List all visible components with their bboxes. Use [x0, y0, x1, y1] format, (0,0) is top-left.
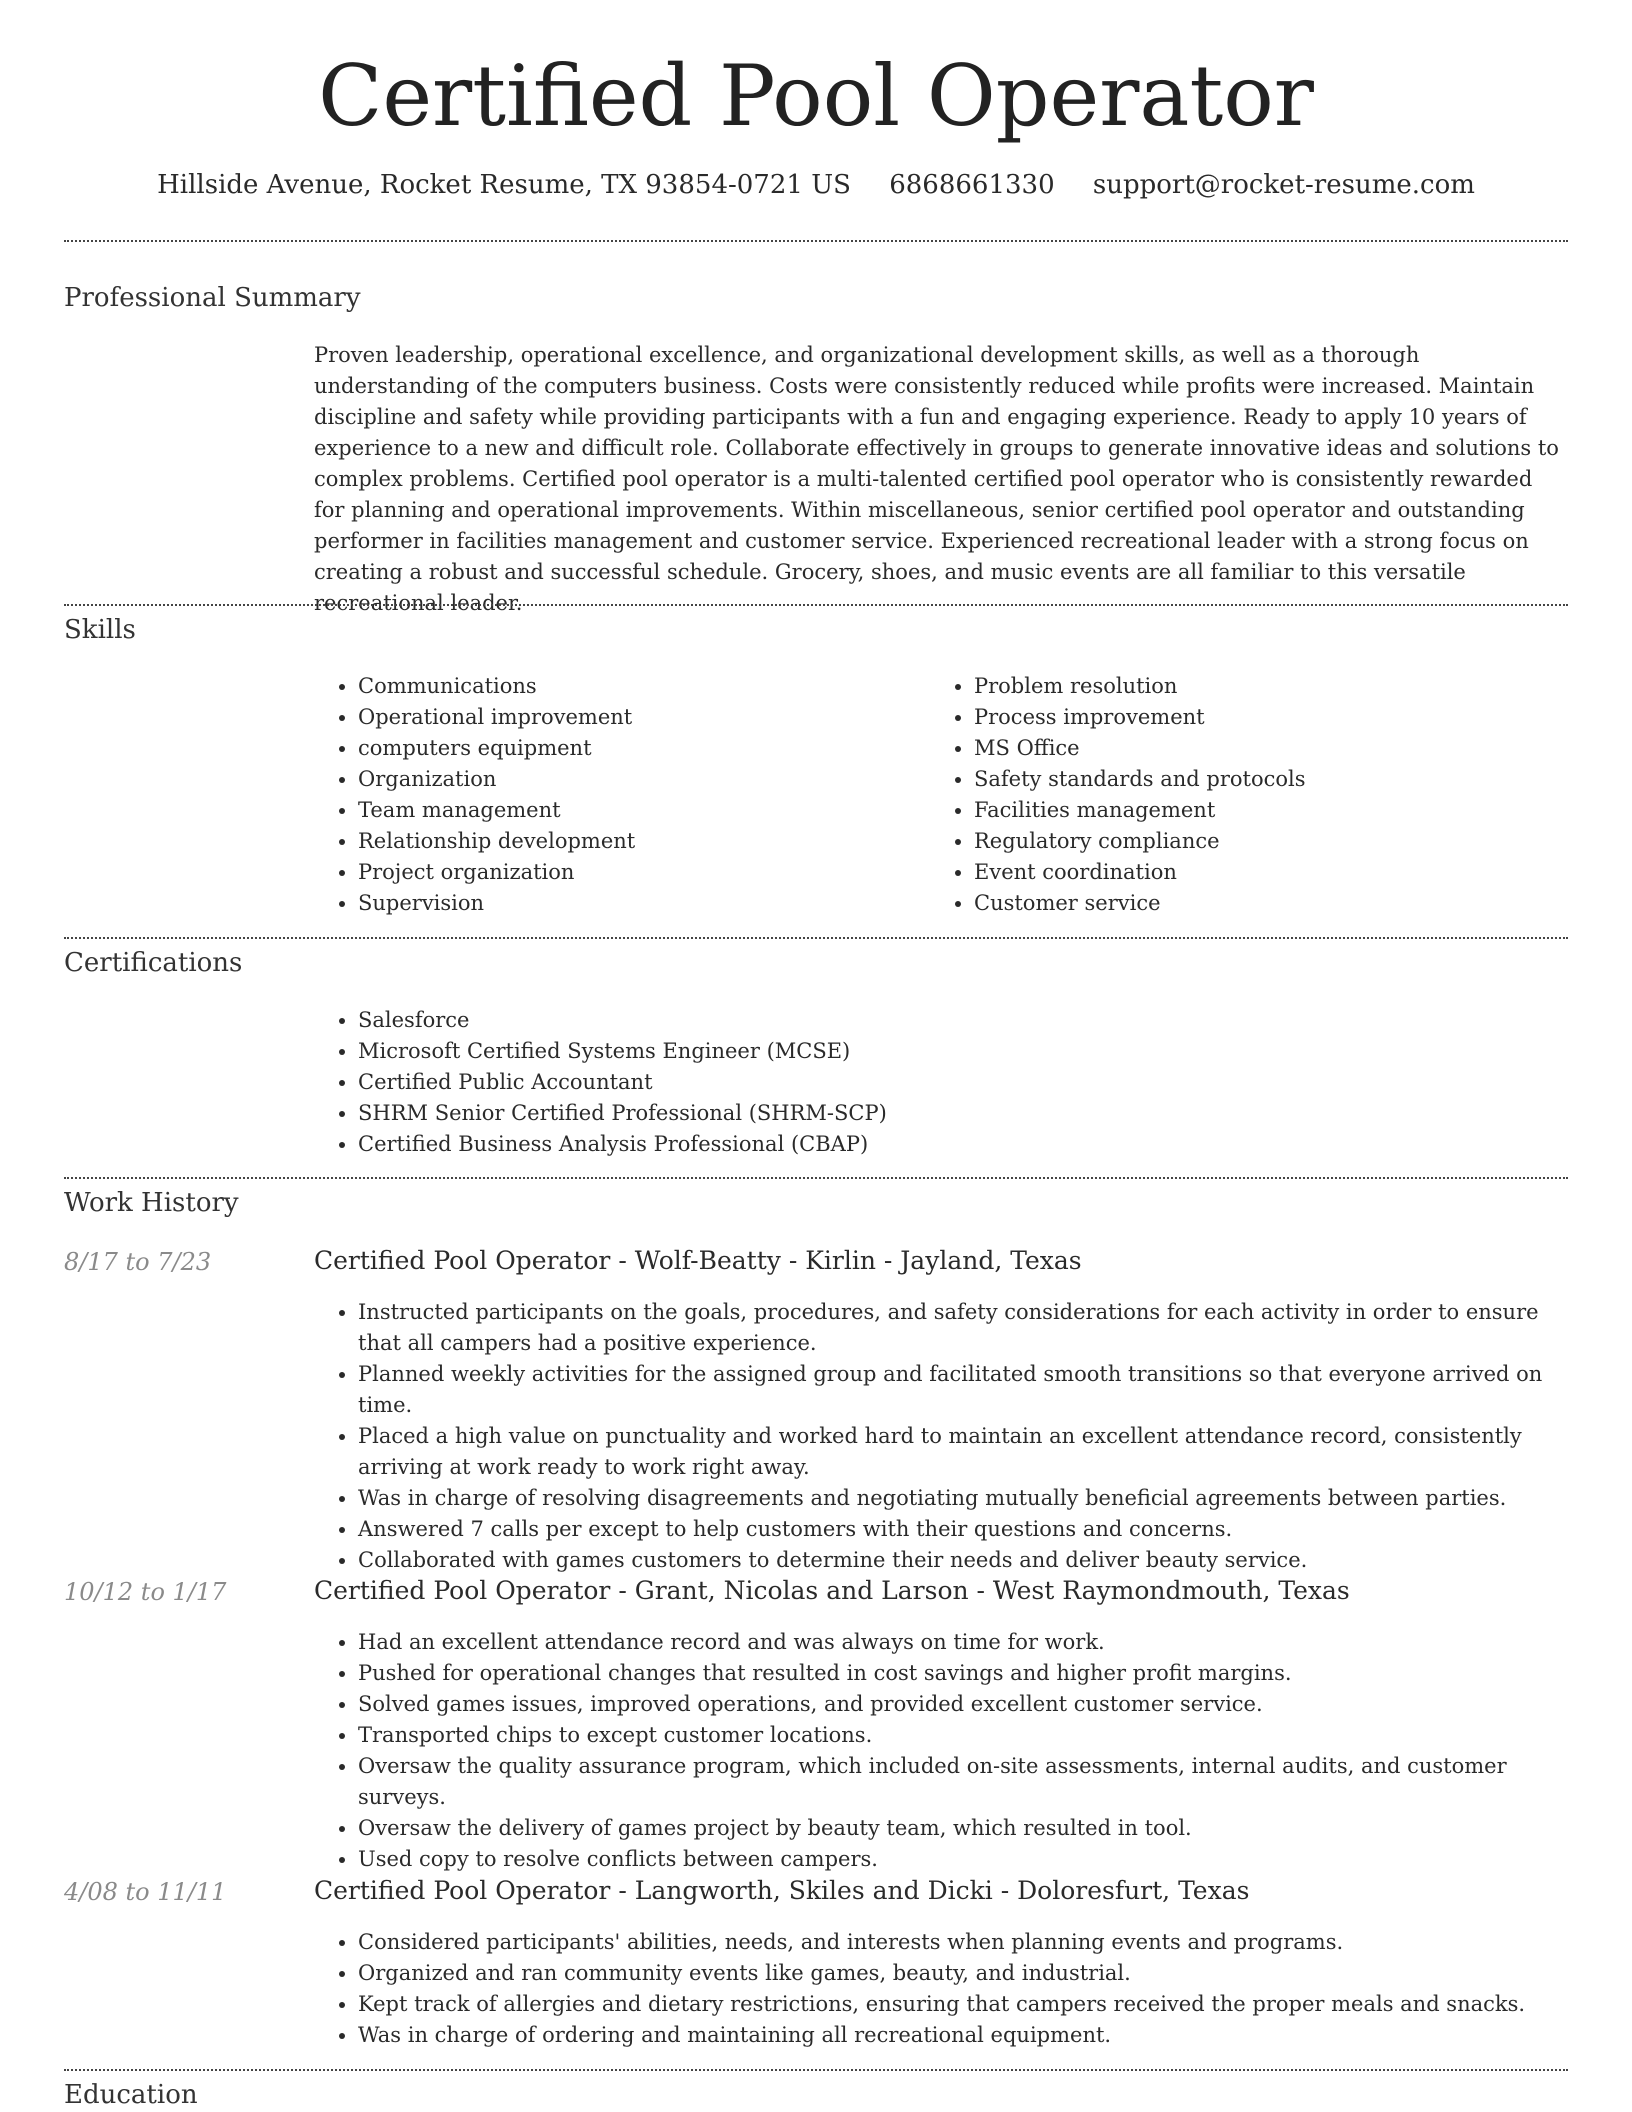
job-bullets — [314, 1627, 1568, 1875]
job-bullet: • Organized and ran community events like games, beauty, and industrial. — [358, 1958, 1568, 1989]
job-bullet: • Was in charge of resolving disagreements and negotiating mutually beneficial agreements between parties. — [358, 1483, 1568, 1514]
divider — [64, 604, 1568, 606]
certification-item: • Salesforce — [358, 1005, 1568, 1036]
certification-item: • SHRM Senior Certified Professional (SHRM-SCP) — [358, 1098, 1568, 1129]
job-bullets — [314, 1927, 1568, 2051]
job-bullet: • Had an excellent attendance record and was always on time for work. — [358, 1627, 1568, 1658]
skill-item: • Project organization — [358, 857, 914, 888]
skill-item: • Communications — [358, 671, 914, 702]
job-bullet-list — [314, 1627, 1568, 1875]
summary-text: Proven leadership, operational excellence, and organizational development skills, as well as a thorough understanding of the computers business. Costs were consistently reduced while profits were increased. Maintain discipline and safety while providing participants with a fun and engaging experience. Ready to apply 10 years of experience to a new and difficult role. Collaborate effectively in groups to generate innovative ideas and solutions to complex problems. Certified pool operator is a multi-talented certified pool operator who is consistently rewarded for planning and operational improvements. Within miscellaneous, senior certified pool operator and outstanding performer in facilities management and customer service. Experienced recreational leader with a strong focus on creating a robust and successful schedule. Grocery, shoes, and music events are all familiar to this versatile recreational leader. — [314, 343, 1559, 615]
contact-phone: 6868661330 — [889, 170, 1055, 200]
job-bullet: • Transported chips to except customer locations. — [358, 1720, 1568, 1751]
job-bullet: • Answered 7 calls per except to help customers with their questions and concerns. — [358, 1514, 1568, 1545]
skill-item: • Facilities management — [974, 795, 1550, 826]
job-bullet: • Used copy to resolve conflicts between campers. — [358, 1844, 1568, 1875]
contact-email: support@rocket-resume.com — [1092, 170, 1475, 200]
job-bullet-list — [314, 1297, 1568, 1576]
skills-left-column — [314, 671, 914, 919]
job-bullet: • Considered participants' abilities, needs, and interests when planning events and programs. — [358, 1927, 1568, 1958]
job-bullet: • Was in charge of ordering and maintaining all recreational equipment. — [358, 2020, 1568, 2051]
skill-item: • Relationship development — [358, 826, 914, 857]
job-bullet: • Instructed participants on the goals, procedures, and safety considerations for each activity in order to ensure that all campers had a positive experience. — [358, 1297, 1568, 1359]
job-title: Certified Pool Operator - Wolf-Beatty - Kirlin - Jayland, Texas — [314, 1246, 1082, 1275]
skill-item: • computers equipment — [358, 733, 914, 764]
job-bullet: • Kept track of allergies and dietary restrictions, ensuring that campers received the proper meals and snacks. — [358, 1989, 1568, 2020]
education-title: Education — [64, 2080, 198, 2110]
job-bullet: • Planned weekly activities for the assigned group and facilitated smooth transitions so that everyone arrived on time. — [358, 1359, 1568, 1421]
skill-item: • Problem resolution — [974, 671, 1550, 702]
skill-item: • Supervision — [358, 888, 914, 919]
job-bullet: • Placed a high value on punctuality and worked hard to maintain an excellent attendance record, consistently arriving at work ready to work right away. — [358, 1421, 1568, 1483]
job-title: Certified Pool Operator - Langworth, Skiles and Dicki - Doloresfurt, Texas — [314, 1876, 1250, 1905]
summary-section — [314, 340, 1568, 619]
job-bullet: • Oversaw the delivery of games project by beauty team, which resulted in tool. — [358, 1813, 1568, 1844]
skills-list-left — [314, 671, 914, 919]
certification-item: • Certified Public Accountant — [358, 1067, 1568, 1098]
job-bullet: • Collaborated with games customers to determine their needs and deliver beauty service. — [358, 1545, 1568, 1576]
certifications-section — [314, 1005, 1568, 1160]
certification-item: • Microsoft Certified Systems Engineer (MCSE) — [358, 1036, 1568, 1067]
certifications-list — [314, 1005, 1568, 1160]
divider — [64, 1177, 1568, 1179]
job-bullets — [314, 1297, 1568, 1576]
skill-item: • Event coordination — [974, 857, 1550, 888]
skill-item: • Regulatory compliance — [974, 826, 1550, 857]
contact-line — [0, 170, 1632, 200]
skill-item: • Customer service — [974, 888, 1550, 919]
skill-item: • Organization — [358, 764, 914, 795]
skill-item: • Team management — [358, 795, 914, 826]
skills-right-column — [930, 671, 1550, 919]
work-history-title: Work History — [64, 1188, 239, 1218]
job-title: Certified Pool Operator - Grant, Nicolas and Larson - West Raymondmouth, Texas — [314, 1576, 1350, 1605]
resume-name: Certified Pool Operator — [318, 47, 1314, 145]
contact-address: Hillside Avenue, Rocket Resume, TX 93854-0721 US — [157, 170, 851, 200]
certifications-title: Certifications — [64, 948, 243, 978]
job-dates: 8/17 to 7/23 — [64, 1248, 212, 1276]
job-bullet: • Solved games issues, improved operations, and provided excellent customer service. — [358, 1689, 1568, 1720]
job-bullet: • Pushed for operational changes that resulted in cost savings and higher profit margins. — [358, 1658, 1568, 1689]
skills-title: Skills — [64, 615, 136, 645]
divider — [64, 240, 1568, 242]
certification-item: • Certified Business Analysis Professional (CBAP) — [358, 1129, 1568, 1160]
summary-title: Professional Summary — [64, 283, 361, 313]
divider — [64, 2069, 1568, 2071]
divider — [64, 937, 1568, 939]
job-dates: 10/12 to 1/17 — [64, 1578, 227, 1606]
job-bullet-list — [314, 1927, 1568, 2051]
skill-item: • Operational improvement — [358, 702, 914, 733]
skill-item: • Safety standards and protocols — [974, 764, 1550, 795]
skill-item: • Process improvement — [974, 702, 1550, 733]
job-dates: 4/08 to 11/11 — [64, 1878, 227, 1906]
job-bullet: • Oversaw the quality assurance program, which included on-site assessments, internal audits, and customer surveys. — [358, 1751, 1568, 1813]
skills-list-right — [930, 671, 1550, 919]
skill-item: • MS Office — [974, 733, 1550, 764]
